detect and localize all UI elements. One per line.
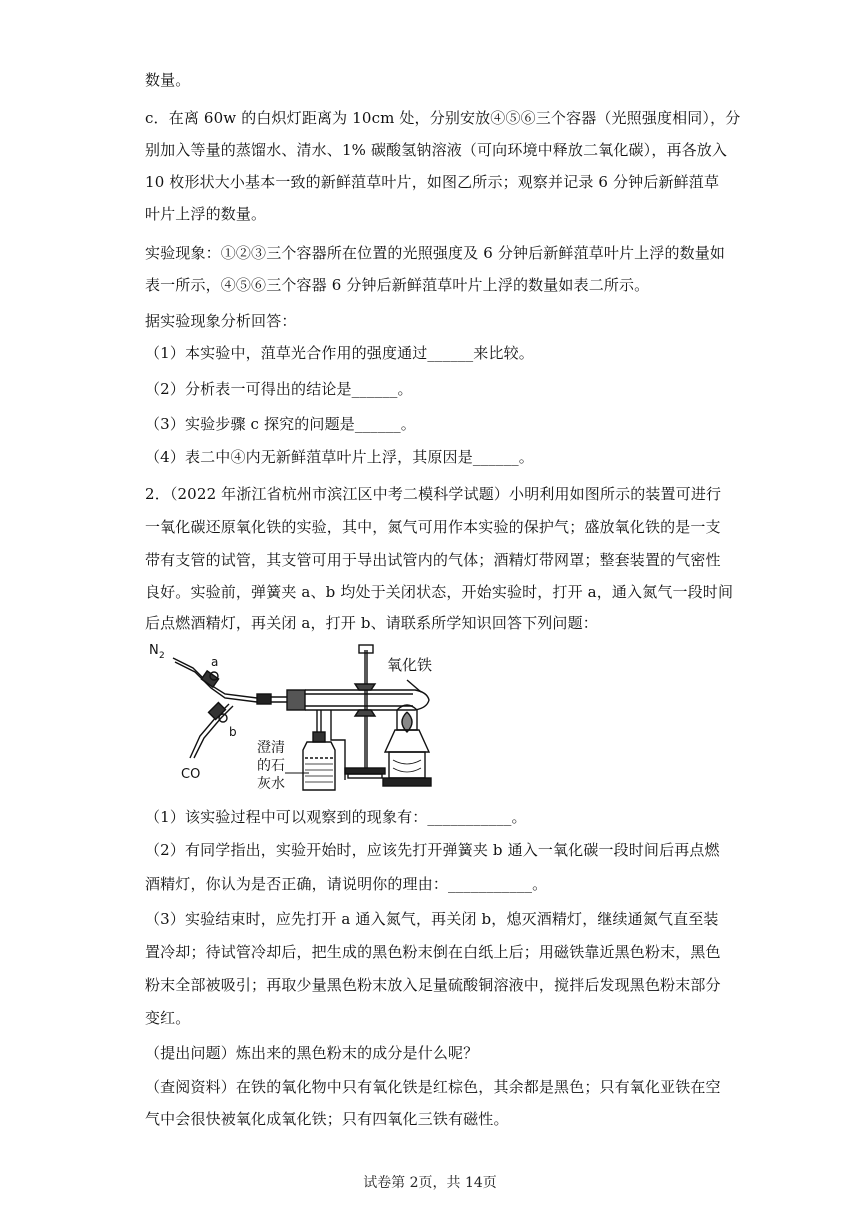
text-line: 别加入等量的蒸馏水、清水、1% 碳酸氢钠溶液（可向环境中释放二氧化碳），再各放入 xyxy=(145,141,728,159)
text-line: 叶片上浮的数量。 xyxy=(145,205,267,223)
n2-subscript: 2 xyxy=(159,651,165,661)
question-4: （4）表二中④内无新鲜菹草叶片上浮，其原因是______。 xyxy=(145,448,534,466)
question-2: （2）分析表一可得出的结论是______。 xyxy=(145,380,413,398)
question-1: （1）本实验中，菹草光合作用的强度通过______来比较。 xyxy=(145,344,534,362)
page-footer: 试卷第 2页，共 14页 xyxy=(363,1175,497,1191)
clamp-b-label: b xyxy=(229,725,237,739)
text-line: （查阅资料）在铁的氧化物中只有氧化铁是红棕色，其余都是黑色；只有氧化亚铁在空 xyxy=(145,1078,721,1096)
limewater-label-3: 灰水 xyxy=(257,776,285,792)
apparatus-diagram xyxy=(145,640,445,795)
text-line: 粉末全部被吸引；再取少量黑色粉末放入足量硫酸铜溶液中，搅拌后发现黑色粉末部分 xyxy=(145,976,721,994)
text-line: 数量。 xyxy=(145,71,191,89)
text-line: 气中会很快被氧化成氧化铁；只有四氧化三铁有磁性。 xyxy=(145,1110,509,1128)
sub-question-2: （2）有同学指出，实验开始时，应该先打开弹簧夹 b 通入一氧化碳一段时间后再点燃 xyxy=(145,841,720,859)
sub-question-3: （3）实验结束时，应先打开 a 通入氮气，再关闭 b，熄灭酒精灯，继续通氮气直至装 xyxy=(145,910,719,928)
text-line: 一氧化碳还原氧化铁的实验，其中，氮气可用作本实验的保护气；盛放氧化铁的是一支 xyxy=(145,518,721,536)
text-line: 10 枚形状大小基本一致的新鲜菹草叶片，如图乙所示；观察并记录 6 分钟后新鲜菹草 xyxy=(145,173,720,191)
text-line: 置冷却；待试管冷却后，把生成的黑色粉末倒在白纸上后；用磁铁靠近黑色粉末，黑色 xyxy=(145,943,721,961)
text-line: 带有支管的试管，其支管可用于导出试管内的气体；酒精灯带网罩；整套装置的气密性 xyxy=(145,551,721,569)
text-line: 实验现象：①②③三个容器所在位置的光照强度及 6 分钟后新鲜菹草叶片上浮的数量如 xyxy=(145,244,726,262)
clamp-a-label: a xyxy=(211,655,219,669)
text-line: 后点燃酒精灯，再关闭 a，打开 b、请联系所学知识回答下列问题： xyxy=(145,614,598,632)
text-line: 表一所示，④⑤⑥三个容器 6 分钟后新鲜菹草叶片上浮的数量如表二所示。 xyxy=(145,276,650,294)
question-3: （3）实验步骤 c 探究的问题是______。 xyxy=(145,415,416,433)
limewater-label-2: 的石 xyxy=(257,758,285,774)
text-line: 据实验现象分析回答： xyxy=(145,312,297,330)
text-line: 酒精灯，你认为是否正确，请说明你的理由：___________。 xyxy=(145,875,548,893)
sub-question-1: （1）该实验过程中可以观察到的现象有：___________。 xyxy=(145,808,527,826)
text-line: （提出问题）炼出来的黑色粉末的成分是什么呢？ xyxy=(145,1044,479,1062)
text-line: 良好。实验前，弹簧夹 a、b 均处于关闭状态，开始实验时，打开 a，通入氮气一段时间 xyxy=(145,583,734,601)
problem-2-heading: 2．（2022 年浙江省杭州市滨江区中考二模科学试题）小明利用如图所示的装置可进行 xyxy=(145,485,722,503)
limewater-label-1: 澄清 xyxy=(257,740,285,756)
text-line: 变红。 xyxy=(145,1009,191,1027)
iron-oxide-label: 氧化铁 xyxy=(387,656,433,674)
text-line: c．在离 60w 的白炽灯距离为 10cm 处，分别安放④⑤⑥三个容器（光照强度相同），分 xyxy=(145,109,741,127)
co-label: CO xyxy=(181,767,201,782)
n2-label: N xyxy=(149,643,159,658)
